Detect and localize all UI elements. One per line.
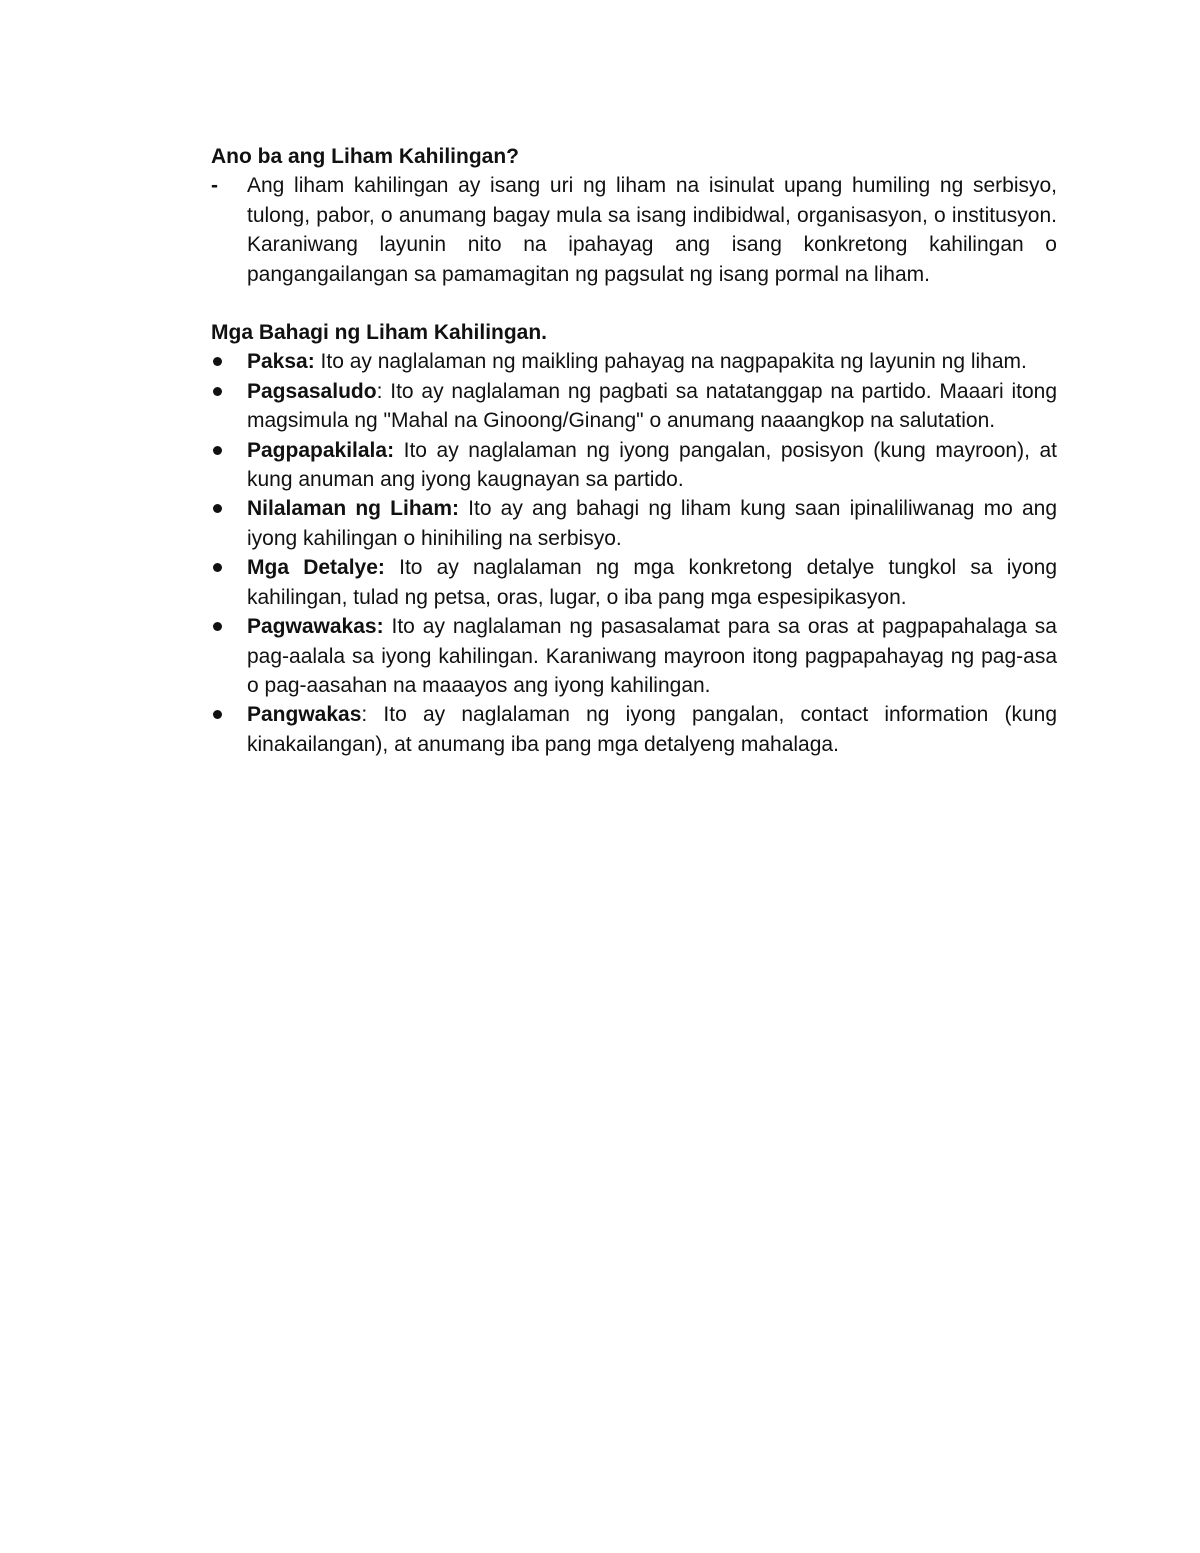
list-item-text: : Ito ay naglalaman ng iyong pangalan, contact information (kung kinakailangan), at anumang iba pang mga detalyeng mahalaga. [247,703,1057,756]
list-item [211,494,1057,553]
bullet-icon [213,504,222,513]
list-item-text: : Ito ay naglalaman ng pagbati sa natatanggap na partido. Maaari itong magsimula ng "Mahal na Ginoong/Ginang" o anumang naaangkop na salutation. [247,379,1057,433]
list-item-term: Paksa: [247,350,315,374]
list-item-text: Ito ay naglalaman ng maikling pahayag na nagpapakita ng layunin ng liham. [314,350,1027,374]
list-item-text: Ito ay naglalaman ng pasasalamat para sa oras at pagpapahalaga sa pag-aalala sa iyong kahilingan. Karaniwang mayroon itong pagpapahayag ng pag-asa o pag-aasahan na maaayos ang iyong kahilingan. [247,615,1057,697]
bullet-icon [213,446,222,455]
section-heading-what-is: Ano ba ang Liham Kahilingan? [211,145,520,168]
list-item-text: Ito ay naglalaman ng iyong pangalan, posisyon (kung mayroon), at kung anuman ang iyong kaugnayan sa partido. [247,438,1057,492]
list-item [211,612,1057,700]
parts-list [211,347,1057,759]
list-item-term: Nilalaman ng Liham: [247,497,459,521]
list-item [211,553,1057,612]
definition-paragraph: Ang liham kahilingan ay isang uri ng liham na isinulat upang humiling ng serbisyo, tulong, pabor, o anumang bagay mula sa isang indibidwal, organisasyon, o institusyon. Karaniwang layunin nito na ipahayag ang isang konkretong kahilingan o pangangailangan sa pamamagitan ng pagsulat ng isang pormal na liham. [247,174,1057,286]
list-item-term: Pangwakas [247,703,362,727]
bullet-icon [213,387,222,396]
bullet-icon [213,357,222,366]
list-item [211,347,1057,376]
definition-item [211,171,1057,289]
list-item-term: Pagwawakas: [247,615,384,639]
bullet-icon [213,563,222,572]
list-item-text: Ito ay naglalaman ng mga konkretong detalye tungkol sa iyong kahilingan, tulad ng petsa, oras, lugar, o iba pang mga espesipikasyon. [247,556,1057,609]
bullet-icon [213,710,222,719]
list-item [211,700,1057,759]
list-item-term: Pagpapakilala: [247,438,395,462]
list-item [211,377,1057,436]
section-heading-parts: Mga Bahagi ng Liham Kahilingan. [211,321,548,345]
document-content [211,142,1057,759]
list-item-term: Mga Detalye: [247,556,385,580]
list-item-term: Pagsasaludo [247,379,377,403]
list-item [211,436,1057,495]
list-item-text: Ito ay ang bahagi ng liham kung saan ipinaliliwanag mo ang iyong kahilingan o hinihiling na serbisyo. [247,497,1057,550]
bullet-icon [213,622,222,631]
dash-marker: - [211,174,218,198]
